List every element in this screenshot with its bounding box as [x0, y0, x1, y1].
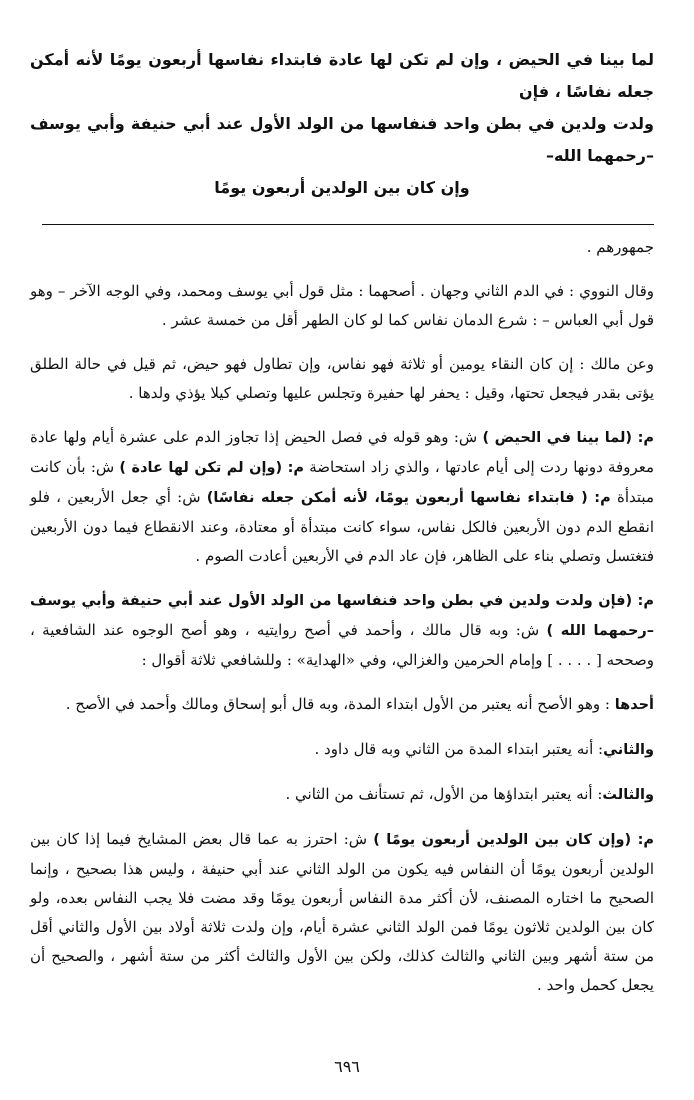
commentary-paragraph: وعن مالك : إن كان النقاء يومين أو ثلاثة فهو نفاس، وإن تطاول فهو حيض، ثم قيل في حالة الطلق يؤتى بقدر فيجعل تحتها، وقيل : يحفر لها حفيرة وتجلس عليها وتصلي كيلا يؤذي ولدها .	[30, 355, 654, 402]
commentary-text: ش: بأن كانت مبتدأة	[30, 458, 654, 506]
commentary-text: ش: وهو قوله في فصل الحيض إذا تجاوز الدم على عشرة أيام ولها عادة معروفة دونها ردت إلى أيام عادتها ، والذي زاد استحاضة	[30, 428, 655, 476]
matn-line-3: وإن كان بين الولدين أربعون يومًا	[214, 178, 470, 197]
commentary-text: : وهو الأصح أنه يعتبر من الأول ابتداء المدة، وبه قال أبو إسحاق ومالك وأحمد في الأصح .	[65, 695, 615, 713]
matn-quote: م: (وإن لم تكن لها عادة )	[119, 460, 305, 476]
commentary-text: : أنه يعتبر ابتداء المدة من الثاني وبه قال داود .	[314, 740, 604, 758]
commentary-text: ش: أي جعل الأربعين ، فلو انقطع الدم دون الأربعين فالكل نفاس، سواء كانت مبتدأة أو معتادة، وعند الانقطاع فيما دون الأربعين فتغتسل وتصلي بناء على الظاهر، فإن عاد الدم في الأربعين أعادت الصوم .	[30, 488, 654, 565]
matn-line-1: لما بينا في الحيض ، وإن لم تكن لها عادة فابتداء نفاسها أربعون يومًا لأنه أمكن جعله نفاسًا ، فإن	[30, 50, 654, 101]
commentary-paragraph: وقال النووي : في الدم الثاني وجهان . أصحهما : مثل قول أبي يوسف ومحمد، وفي الوجه الآخر – وهو قول أبي العباس – : شرع الدمان نفاس كما لو كان الطهر أقل من خمسة عشر .	[30, 282, 654, 329]
separator-rule	[42, 224, 654, 225]
matn-quote: م: (فإن ولدت ولدين في بطن واحد فنفاسها من الولد الأول عند أبي حنيفة وأبي يوسف –رحمهما الله )	[30, 593, 654, 639]
page-number: ٦٩٦	[334, 1057, 360, 1076]
matn-quote: م: ( فابتداء نفاسها أربعون يومًا، لأنه أمكن جعله نفاسًا)	[206, 490, 611, 506]
commentary-paragraph	[30, 735, 654, 765]
commentary-paragraph	[30, 780, 654, 810]
commentary-paragraph: جمهورهم .	[586, 238, 654, 256]
matn-line-2: ولدت ولدين في بطن واحد فنفاسها من الولد الأول عند أبي حنيفة وأبي يوسف –رحمهما الله–	[30, 114, 654, 165]
opinion-label: والثاني	[603, 742, 654, 758]
matn-text	[30, 44, 654, 204]
commentary-paragraph	[30, 423, 654, 571]
commentary	[30, 233, 654, 1000]
matn-quote: م: (وإن كان بين الولدين أربعون يومًا )	[373, 832, 655, 848]
opinion-label: والثالث	[602, 787, 654, 803]
page-content	[30, 44, 654, 1015]
commentary-paragraph	[30, 690, 654, 720]
matn-quote: م: (لما بينا في الحيض )	[482, 430, 654, 446]
commentary-paragraph	[30, 586, 654, 675]
commentary-paragraph	[30, 825, 654, 1000]
commentary-text: ش: احترز به عما قال بعض المشايخ فيما إذا كان بين الولدين أربعون يومًا أن النفاس فيه يكون من الولد الثاني عند أبي حنيفة ، وليس هذا بصحيح ، وإنما الصحيح ما اختاره المصنف، لأن أكثر مدة النفاس أربعون يومًا وقد مضت فلا يجب النفاس بعده، ولو كان بين الولدين ثلاثون يومًا فمن الولد الثاني عشرة أيام، وإن ولدت ثلاثة أولاد بين الأول والثاني أقل من ستة أشهر وبين الثاني والثالث كذلك، ولكن بين الأول والثالث أكثر من ستة أشهر ، والصحيح أن يجعل كحمل واحد .	[30, 830, 654, 994]
opinion-label: أحدها	[614, 697, 654, 713]
commentary-text: ش: وبه قال مالك ، وأحمد في أصح روايتيه ، وهو أصح الوجوه عند الشافعية ، وصححه [ . . . . ] وإمام الحرمين والغزالي، وفي «الهداية» : وللشافعي ثلاثة أقوال :	[30, 621, 654, 669]
commentary-text: : أنه يعتبر ابتداؤها من الأول، ثم تستأنف من الثاني .	[285, 785, 603, 803]
